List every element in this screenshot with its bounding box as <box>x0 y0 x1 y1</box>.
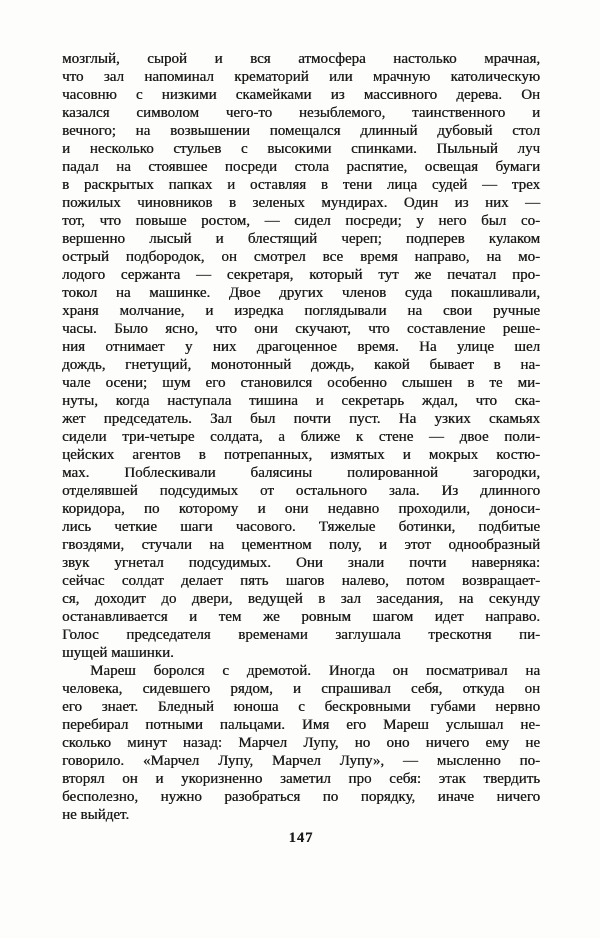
text-line: вершенно лысый и блестящий череп; подперев кулаком <box>62 231 540 247</box>
text-line: цейских агентов в потрепанных, измятых и мокрых костю- <box>62 447 540 463</box>
text-line: вечного; на возвышении помещался длинный дубовый стол <box>62 123 540 139</box>
text-line: отделявшей подсудимых от остального зала. Из длинного <box>62 483 540 499</box>
text-line: часовню с низкими скамейками из массивного дерева. Он <box>62 87 540 103</box>
text-line: сколько минут назад: Марчел Лупу, но оно ничего ему не <box>62 735 540 751</box>
text-line: говорило. «Марчел Лупу, Марчел Лупу», — мысленно по- <box>62 753 540 769</box>
text-line: нуты, когда наступала тишина и секретарь ждал, что ска- <box>62 393 540 409</box>
text-line: чале осени; шум его становился особенно слышен в те ми- <box>62 375 540 391</box>
paragraph <box>62 662 540 824</box>
text-line: казался символом чего-то незыблемого, таинственного и <box>62 105 540 121</box>
page-number: 147 <box>288 830 314 846</box>
page-text <box>62 50 540 824</box>
text-line: коридора, по которому и они недавно проходили, доноси- <box>62 501 540 517</box>
text-line: останавливается и тем же ровным шагом идет направо. <box>62 609 540 625</box>
text-line: Голос председателя временами заглушала трескотня пи- <box>62 627 540 643</box>
text-line: его знает. Бледный юноша с бескровными губами нервно <box>62 699 540 715</box>
text-line: храня молчание, и изредка поглядывали на свои ручные <box>62 303 540 319</box>
text-line: тот, что повыше ростом, — сидел посреди; у него был со- <box>62 213 540 229</box>
text-line: падал на стоявшее посреди стола распятие, освещая бумаги <box>62 159 540 175</box>
text-line: токол на машинке. Двое других членов суда покашливали, <box>62 285 540 301</box>
text-line: гвоздями, стучали на цементном полу, и этот однообразный <box>62 537 540 553</box>
paragraph <box>62 50 540 662</box>
text-line: человека, сидевшего рядом, и спрашивал себя, откуда он <box>62 681 540 697</box>
text-line: острый подбородок, он смотрел все время направо, на мо- <box>62 249 540 265</box>
text-line: перебирал потными пальцами. Имя его Мареш услышал не- <box>62 717 540 733</box>
text-line: часы. Было ясно, что они скучают, что составление реше- <box>62 321 540 337</box>
text-line: не выйдет. <box>62 807 130 823</box>
text-line: бесполезно, нужно разобраться по порядку, иначе ничего <box>62 789 540 805</box>
text-line: жет председатель. Зал был почти пуст. На узких скамьях <box>62 411 540 427</box>
text-line: ния отнимает у них драгоценное время. На улице шел <box>62 339 540 355</box>
text-line: Мареш боролся с дремотой. Иногда он посматривал на <box>90 663 540 679</box>
text-line: лодого сержанта — секретаря, который тут же печатал про- <box>62 267 540 283</box>
text-line: в раскрытых папках и оставляя в тени лица судей — трех <box>62 177 540 193</box>
text-line: дождь, гнетущий, монотонный дождь, какой бывает в на- <box>62 357 540 373</box>
text-line: что зал напоминал крематорий или мрачную католическую <box>62 69 540 85</box>
text-line: сейчас солдат делает пять шагов налево, потом возвращает- <box>62 573 540 589</box>
text-line: вторял он и укоризненно заметил про себя: этак твердить <box>62 771 540 787</box>
text-line: лись четкие шаги часового. Тяжелые ботинки, подбитые <box>62 519 540 535</box>
text-line: пожилых чиновников в зеленых мундирах. Один из них — <box>62 195 540 211</box>
text-line: мозглый, сырой и вся атмосфера настолько мрачная, <box>62 51 540 67</box>
text-line: шущей машинки. <box>62 645 174 661</box>
text-line: сидели три-четыре солдата, а ближе к стене — двое поли- <box>62 429 540 445</box>
text-line: мах. Поблескивали балясины полированной загородки, <box>62 465 540 481</box>
text-line: и несколько стульев с высокими спинками. Пыльный луч <box>62 141 540 157</box>
text-line: ся, доходит до двери, ведущей в зал заседания, на секунду <box>62 591 540 607</box>
text-line: звук угнетал подсудимых. Они знали почти наверняка: <box>62 555 540 571</box>
